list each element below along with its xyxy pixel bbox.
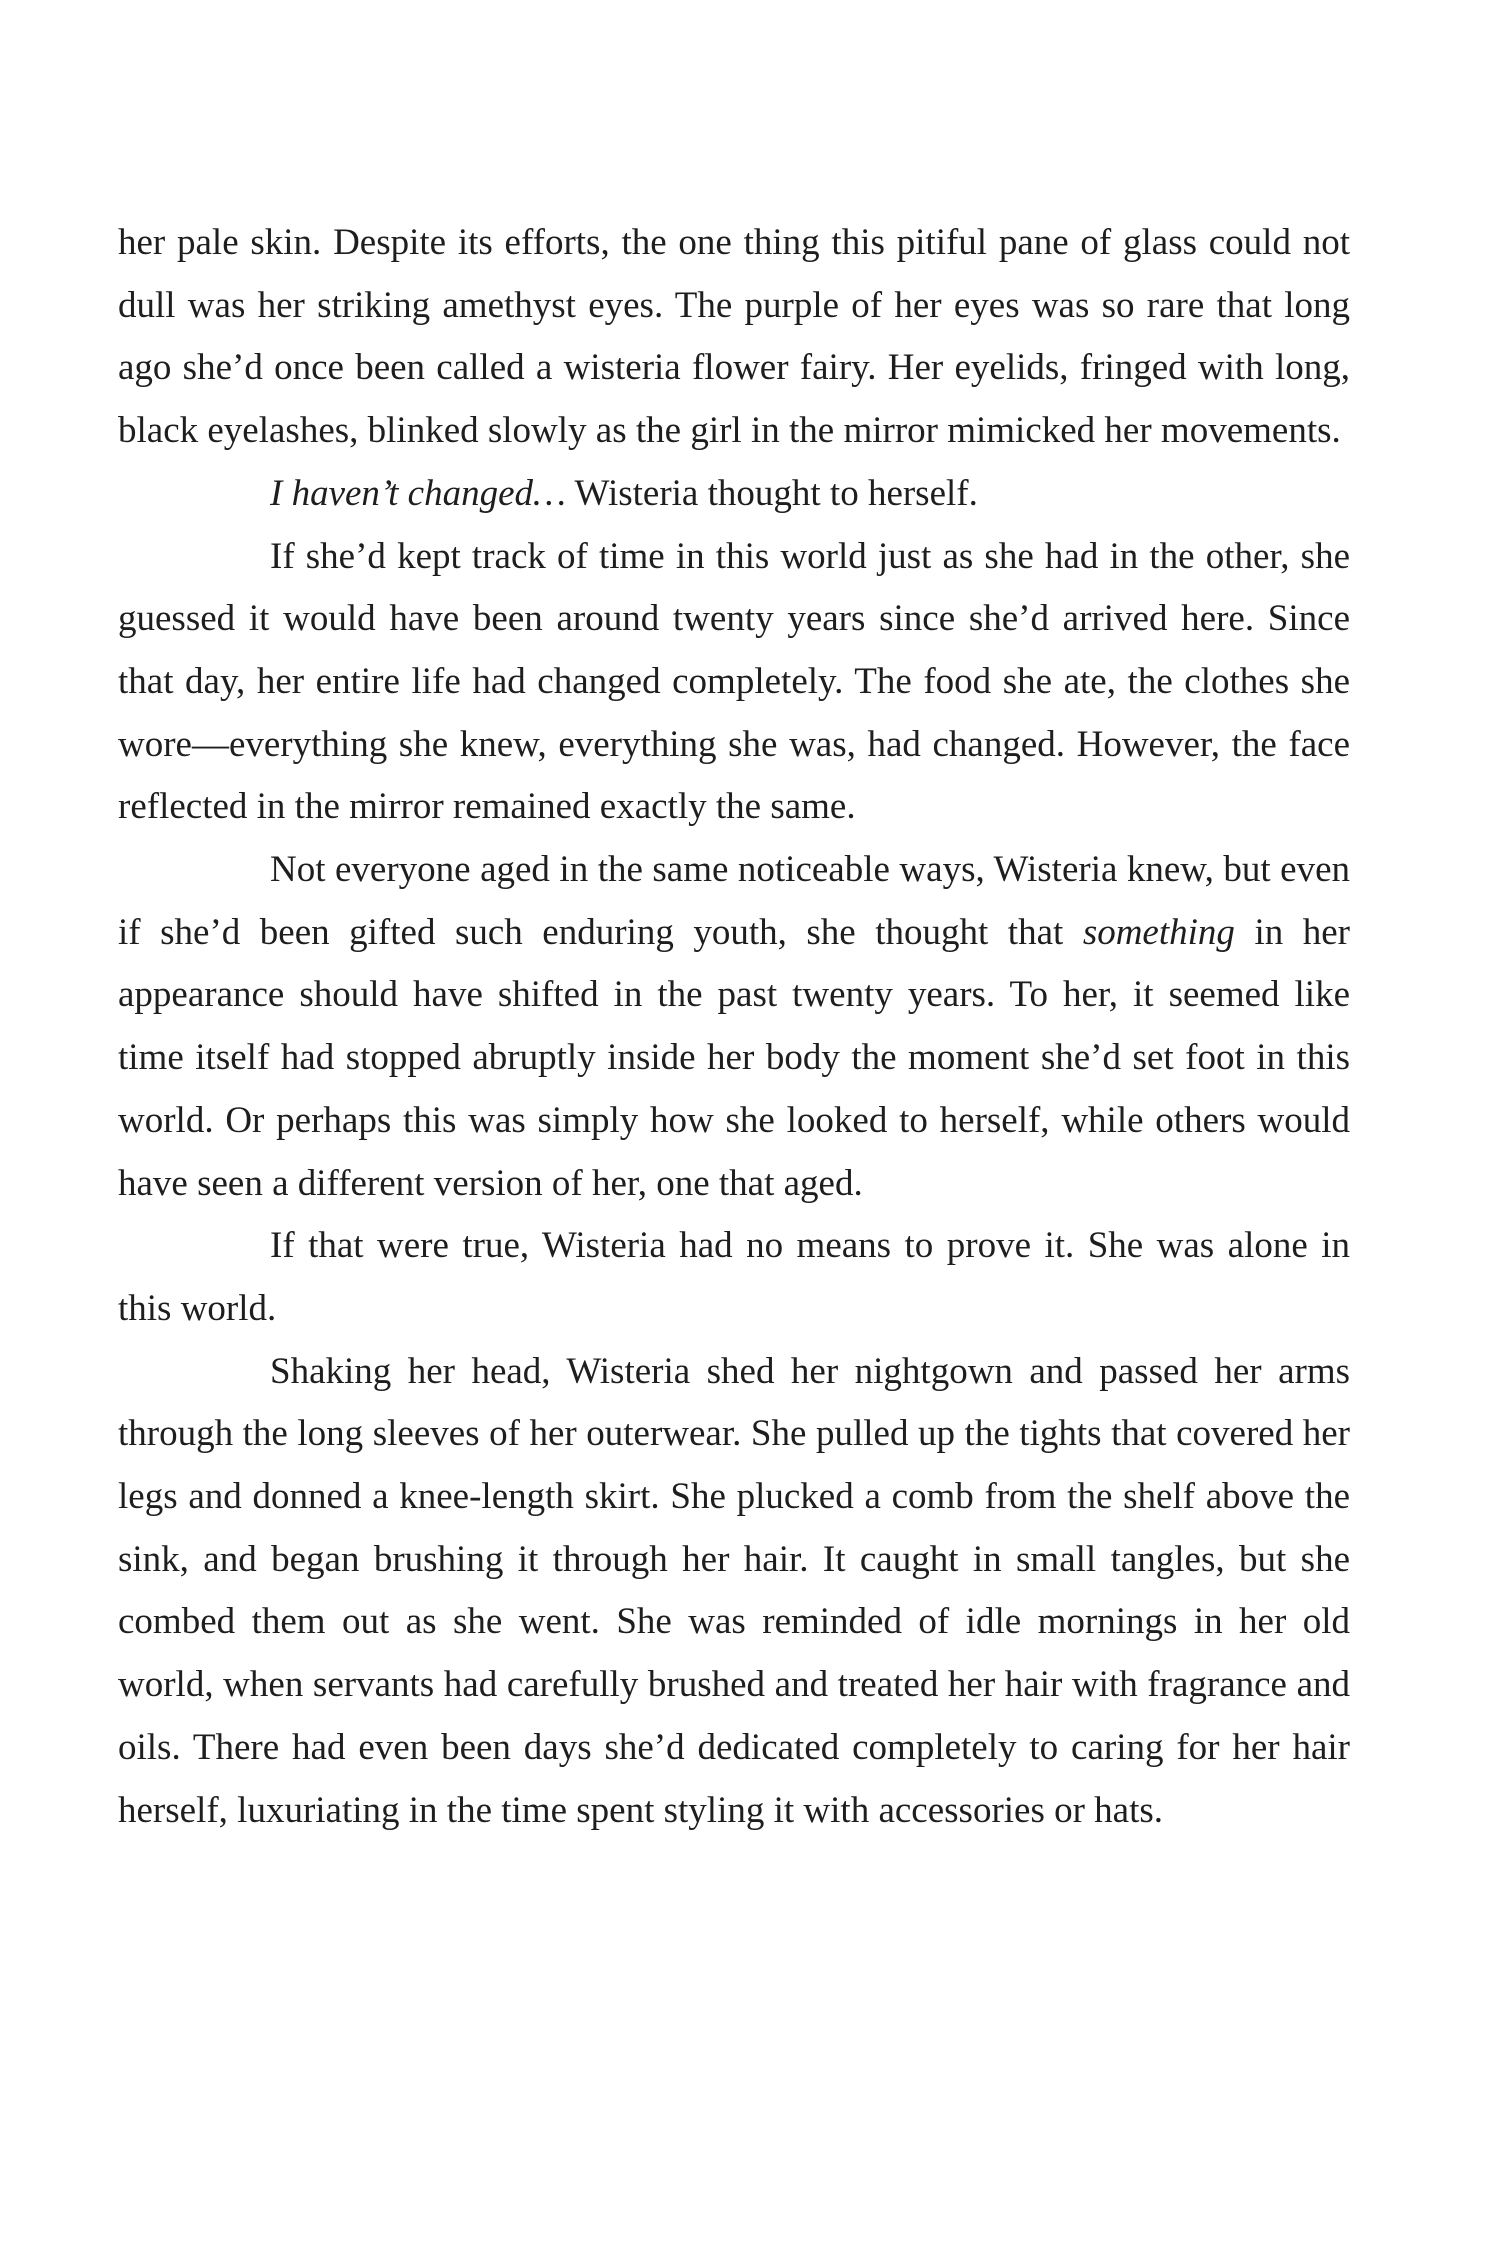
paragraph-2	[118, 463, 1350, 526]
paragraph-6: Shaking her head, Wisteria shed her nightgown and passed her arms through the long sleeves of her outerwear. She pulled up the tights that covered her legs and donned a knee-length skirt. She plucked a comb from the shelf above the sink, and began brushing it through her hair. It caught in small tangles, but she combed them out as she went. She was reminded of idle mornings in her old world, when servants had carefully brushed and treated her hair with fragrance and oils. There had even been days she’d dedicated completely to caring for her hair herself, luxuriating in the time spent styling it with accessories or hats.	[118, 1350, 1350, 1831]
paragraph-1: her pale skin. Despite its efforts, the one thing this pitiful pane of glass could not dull was her striking amethyst eyes. The purple of her eyes was so rare that long ago she’d once been called a wisteria flower fairy. Her eyelids, fringed with long, black eyelashes, blinked slowly as the girl in the mirror mimicked her movements.	[118, 222, 1350, 452]
paragraph-2-rest: Wisteria thought to herself.	[565, 472, 978, 514]
inner-thought-italic: I haven’t changed…	[270, 472, 566, 514]
paragraph-4-after: in her appearance should have shifted in the past twenty years. To her, it seemed like time itself had stopped abruptly inside her body the moment she’d set foot in this world. Or perhaps this was simply how she looked to herself, while others would have seen a different version of her, one that aged.	[118, 911, 1350, 1204]
page-body	[118, 212, 1350, 1842]
paragraph-4	[118, 839, 1350, 1215]
paragraph-3: If she’d kept track of time in this world just as she had in the other, she guessed it would have been around twenty years since she’d arrived here. Since that day, her entire life had changed completely. The food she ate, the clothes she wore—everything she knew, everything she was, had changed. However, the face reflected in the mirror remained exactly the same.	[118, 535, 1350, 828]
emphasis-italic: something	[1082, 911, 1235, 953]
paragraph-5: If that were true, Wisteria had no means to prove it. She was alone in this world.	[118, 1225, 1350, 1329]
paragraph-4-before: Not everyone aged in the same noticeable ways, Wisteria knew, but even if she’d been gifted such enduring youth, she thought that	[118, 849, 1350, 953]
